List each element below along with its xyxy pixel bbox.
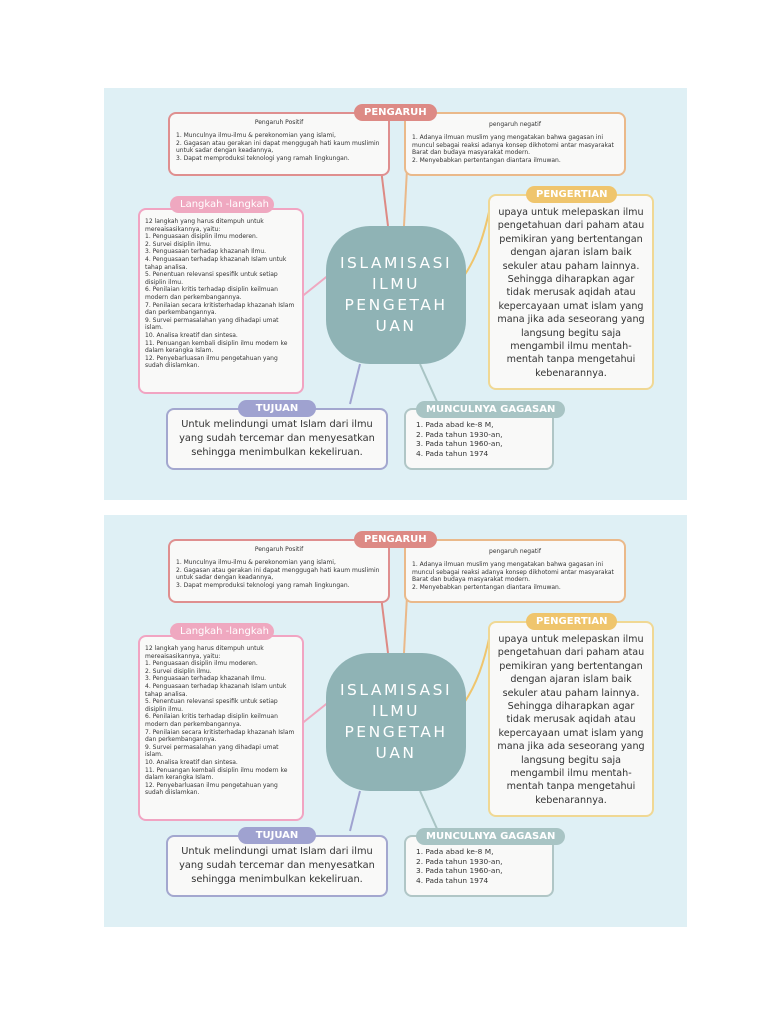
central-topic [326, 653, 466, 791]
pengaruh-positif-list: 1. Munculnya ilmu-ilmu & perekonomian yang islami, 2. Gagasan atau gerakan ini dapat menggugah hati kaum muslimin untuk sadar dengan keadannya, 3. Dapat memproduksi teknologi yang ramah lingkungan. [176, 559, 380, 589]
pengaruh-label: PENGARUH [354, 531, 437, 548]
mindmap-panel-2 [104, 515, 687, 927]
pengaruh-negatif-heading: pengaruh negatif [489, 121, 541, 128]
pengaruh-positif-heading: Pengaruh Positif [254, 546, 304, 553]
tujuan-box [166, 408, 388, 470]
pengertian-text: upaya untuk melepaskan ilmu pengetahuan dari paham atau pemikiran yang bertentangan dengan ajaran islam baik sekuler atau paham lainnya. Sehingga diharapkan agar tidak merusak aqidah atau kepercayaan umat islam yang mana jika ada seseorang yang langsung begitu saja mengambil ilmu mentah-mentah tanpa mengetahui kebenarannya. [497, 634, 645, 806]
langkah-box [138, 635, 304, 821]
pengaruh-negatif-box [404, 539, 626, 603]
tujuan-text: Untuk melindungi umat Islam dari ilmu yang sudah tercemar dan menyesatkan sehingga menimbulkan kekeliruan. [179, 846, 375, 885]
langkah-list: 1. Penguasaan disiplin ilmu moderen. 2. Survei disiplin ilmu. 3. Penguasaan terhadap khazanah Ilmu. 4. Penguasaan terhadap khazanah Islam untuk tahap analisa. 5. Penentuan relevansi spesifik untuk setiap disiplin ilmu. 6. Penilaian kritis terhadap disiplin keilmuan modern dan perkembangannya. 7. Penilaian secara kritisterhadap khazanah Islam dan perkembangannya. 9. Survei permasalahan yang dihadapi umat islam. 10. Analisa kreatif dan sintesa. 11. Penuangan kembali disiplin ilmu modern ke dalam kerangka Islam. 12. Penyebarluasan ilmu pengetahuan yang sudah diislamkan. [145, 233, 295, 370]
langkah-label: Langkah -langkah [170, 623, 274, 640]
pengertian-label: PENGERTIAN [526, 613, 617, 630]
pengertian-text: upaya untuk melepaskan ilmu pengetahuan dari paham atau pemikiran yang bertentangan dengan ajaran islam baik sekuler atau paham lainnya. Sehingga diharapkan agar tidak merusak aqidah atau kepercayaan umat islam yang mana jika ada seseorang yang langsung begitu saja mengambil ilmu mentah-mentah tanpa mengetahui kebenarannya. [497, 207, 645, 379]
tujuan-text: Untuk melindungi umat Islam dari ilmu yang sudah tercemar dan menyesatkan sehingga menimbulkan kekeliruan. [179, 419, 375, 458]
munculnya-label: MUNCULNYA GAGASAN [416, 828, 565, 845]
pengertian-box [488, 621, 654, 817]
tujuan-label: TUJUAN [238, 400, 316, 417]
langkah-box [138, 208, 304, 394]
pengaruh-positif-heading: Pengaruh Positif [254, 119, 304, 126]
pengaruh-negatif-heading: pengaruh negatif [489, 548, 541, 555]
central-topic-title: ISLAMISASI ILMU PENGETAH UAN [339, 254, 453, 335]
langkah-intro: 12 langkah yang harus ditempuh untuk mereaisasikannya, yaitu: [145, 645, 264, 660]
pengaruh-negatif-list: 1. Adanya ilmuan muslim yang mengatakan bahwa gagasan ini muncul sebagai reaksi adanya konsep dikhotomi antar masyarakat Barat dan budaya masyarakat modern. 2. Menyebabkan pertentangan diantara ilmuwan. [412, 134, 614, 164]
pengertian-label: PENGERTIAN [526, 186, 617, 203]
central-topic [326, 226, 466, 364]
munculnya-list: 1. Pada abad ke-8 M, 2. Pada tahun 1930-an, 3. Pada tahun 1960-an, 4. Pada tahun 1974 [416, 420, 503, 458]
central-topic-title: ISLAMISASI ILMU PENGETAH UAN [339, 681, 453, 762]
pengaruh-negatif-list: 1. Adanya ilmuan muslim yang mengatakan bahwa gagasan ini muncul sebagai reaksi adanya konsep dikhotomi antar masyarakat Barat dan budaya masyarakat modern. 2. Menyebabkan pertentangan diantara ilmuwan. [412, 561, 614, 591]
mindmap-panel-1 [104, 88, 687, 500]
pengaruh-negatif-box [404, 112, 626, 176]
langkah-label: Langkah -langkah [170, 196, 274, 213]
pengaruh-label: PENGARUH [354, 104, 437, 121]
langkah-list: 1. Penguasaan disiplin ilmu moderen. 2. Survei disiplin ilmu. 3. Penguasaan terhadap khazanah Ilmu. 4. Penguasaan terhadap khazanah Islam untuk tahap analisa. 5. Penentuan relevansi spesifik untuk setiap disiplin ilmu. 6. Penilaian kritis terhadap disiplin keilmuan modern dan perkembangannya. 7. Penilaian secara kritisterhadap khazanah Islam dan perkembangannya. 9. Survei permasalahan yang dihadapi umat islam. 10. Analisa kreatif dan sintesa. 11. Penuangan kembali disiplin ilmu modern ke dalam kerangka Islam. 12. Penyebarluasan ilmu pengetahuan yang sudah diislamkan. [145, 660, 295, 797]
pengaruh-positif-box [168, 112, 390, 176]
langkah-intro: 12 langkah yang harus ditempuh untuk mereaisasikannya, yaitu: [145, 218, 264, 233]
munculnya-label: MUNCULNYA GAGASAN [416, 401, 565, 418]
pengertian-box [488, 194, 654, 390]
pengaruh-positif-box [168, 539, 390, 603]
munculnya-list: 1. Pada abad ke-8 M, 2. Pada tahun 1930-an, 3. Pada tahun 1960-an, 4. Pada tahun 1974 [416, 847, 503, 885]
tujuan-box [166, 835, 388, 897]
tujuan-label: TUJUAN [238, 827, 316, 844]
pengaruh-positif-list: 1. Munculnya ilmu-ilmu & perekonomian yang islami, 2. Gagasan atau gerakan ini dapat menggugah hati kaum muslimin untuk sadar dengan keadannya, 3. Dapat memproduksi teknologi yang ramah lingkungan. [176, 132, 380, 162]
